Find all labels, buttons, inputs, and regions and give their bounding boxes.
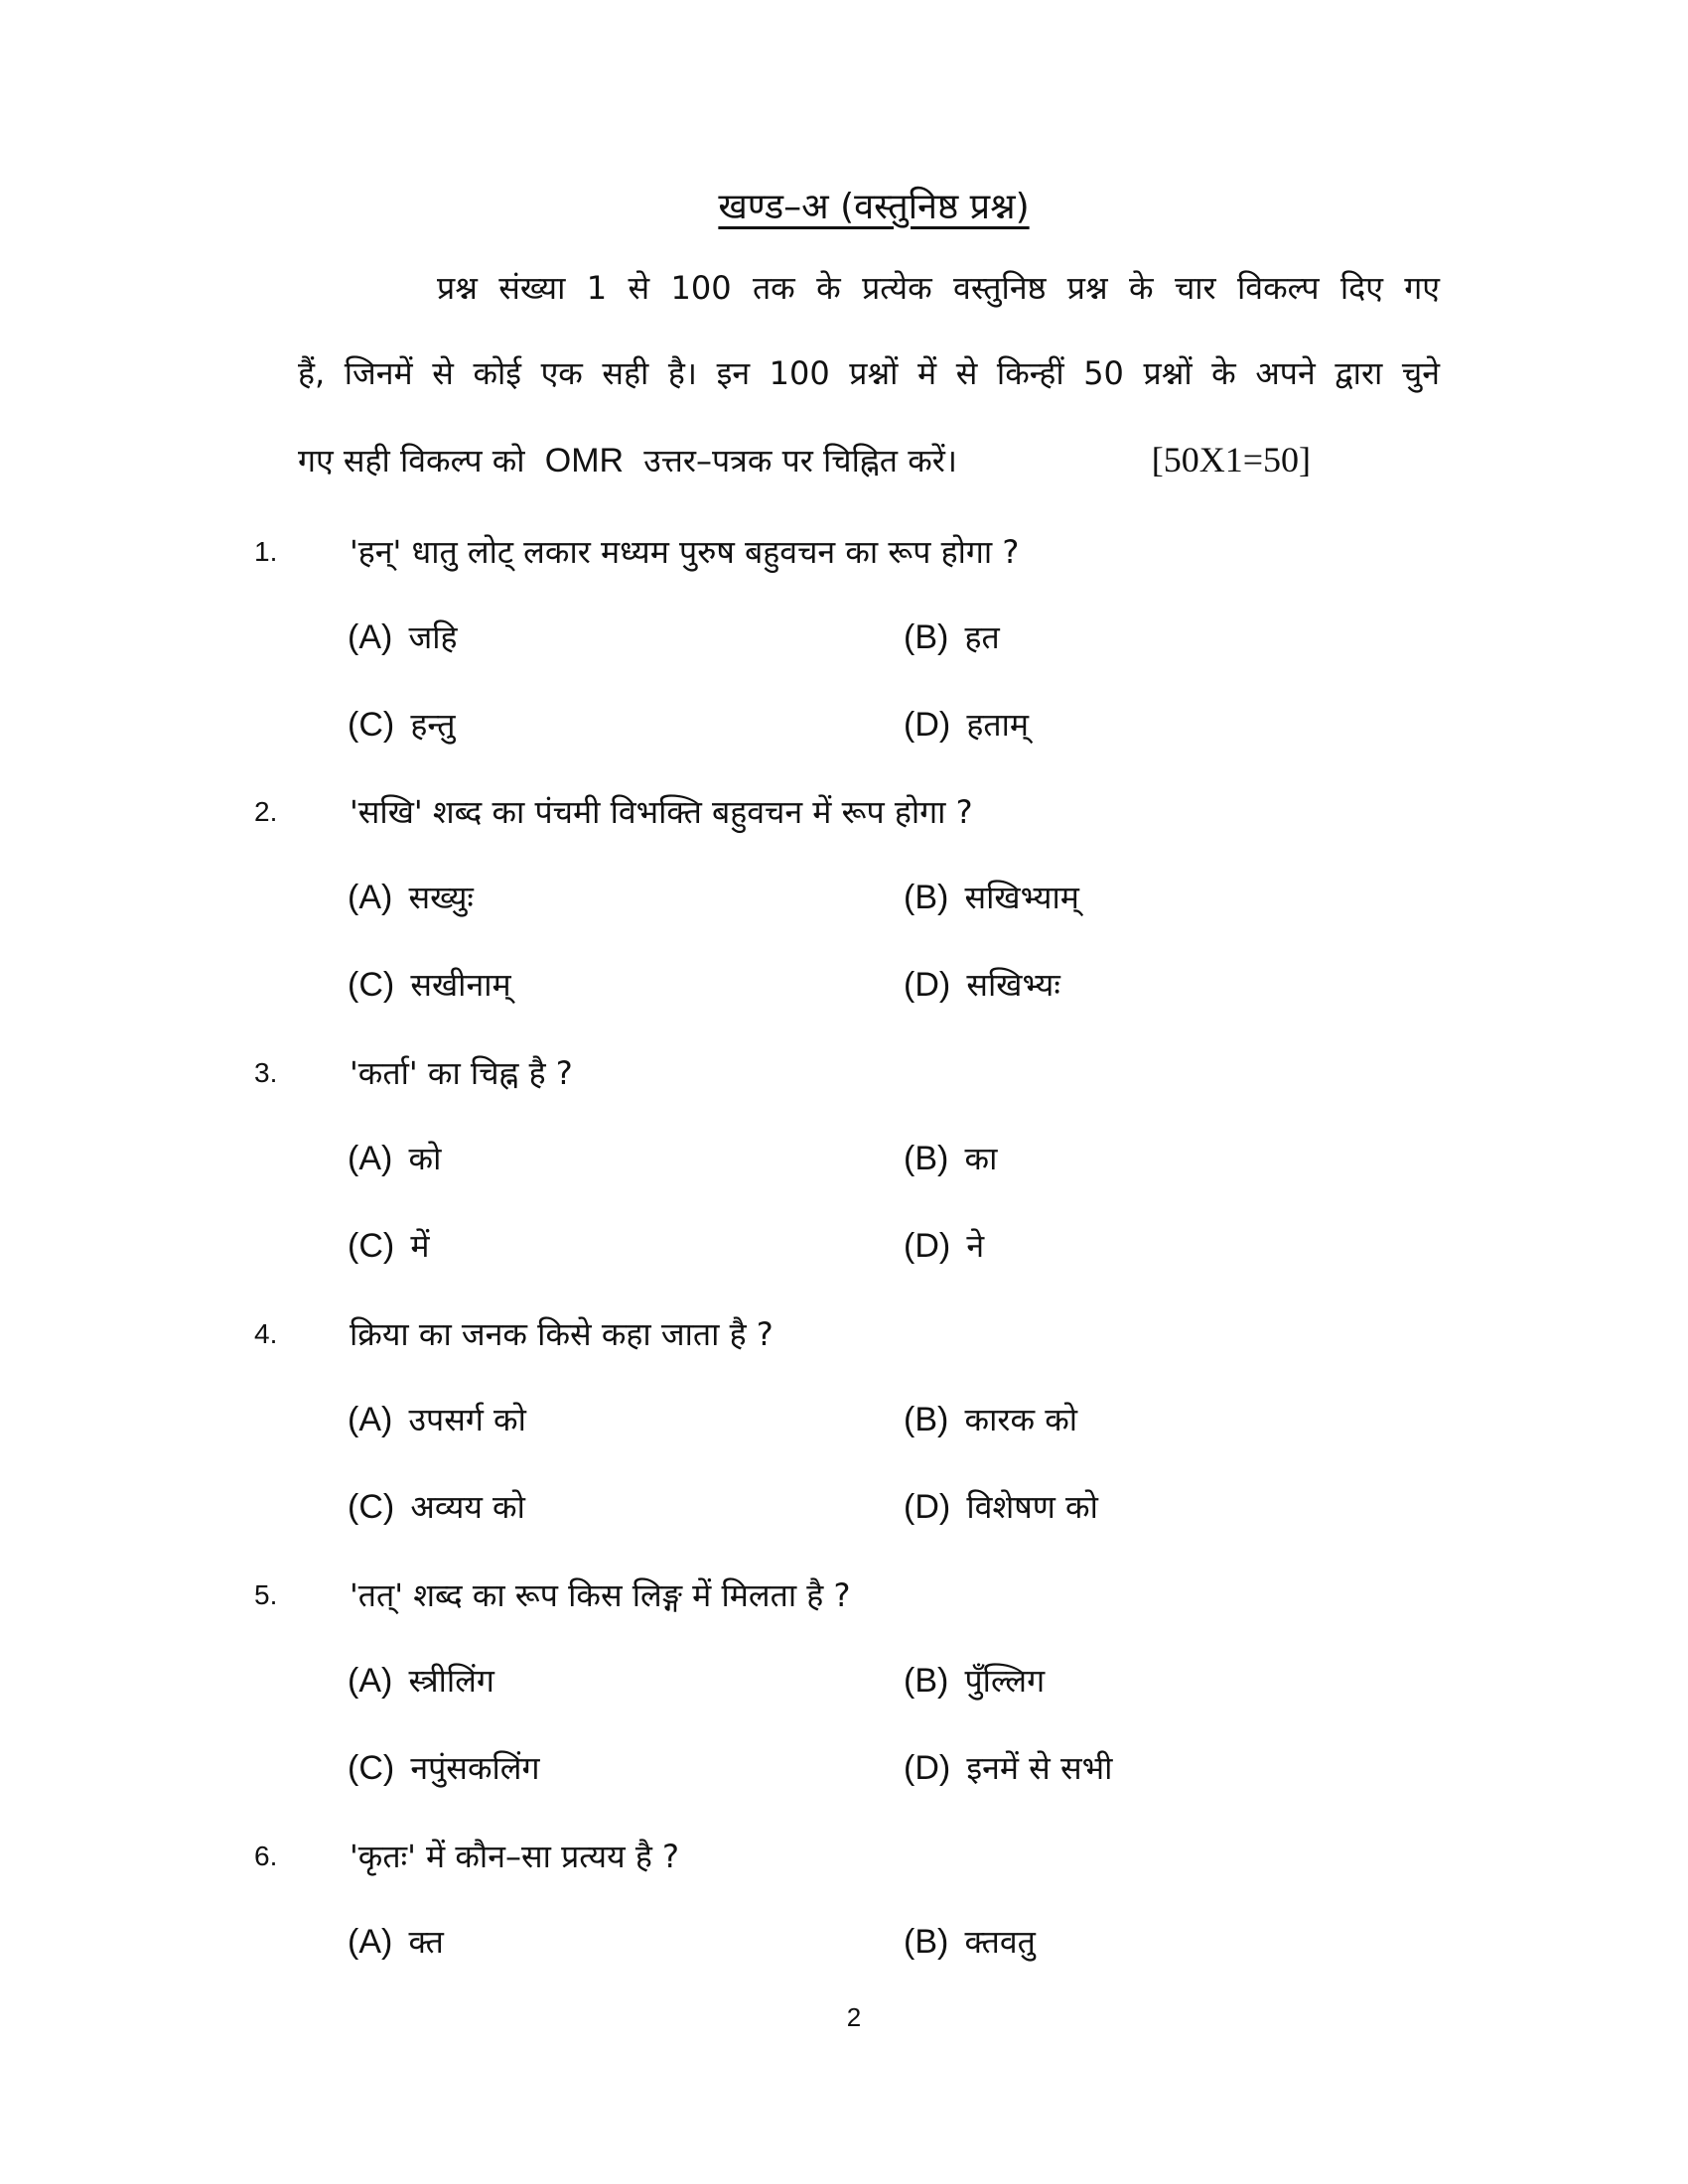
option-b[interactable]: [904, 876, 1079, 918]
option-a[interactable]: [348, 1920, 444, 1963]
question-text: 'हन्' धातु लोट् लकार मध्यम पुरुष बहुवचन का रूप होगा ?: [350, 533, 1020, 571]
option-label: (D): [904, 966, 951, 1004]
option-c[interactable]: [348, 1485, 525, 1528]
question-number: 2.: [254, 796, 278, 827]
option-label: (C): [348, 966, 395, 1004]
question-5: [0, 1573, 1688, 1787]
option-text: में: [410, 1227, 430, 1265]
option-label: (D): [904, 1227, 951, 1265]
option-a[interactable]: [348, 1659, 494, 1702]
question-2: [0, 790, 1688, 1004]
option-text: हताम्: [966, 706, 1030, 744]
option-label: (B): [904, 1140, 949, 1177]
omr-label: OMR: [544, 442, 625, 479]
option-b[interactable]: [904, 1659, 1045, 1702]
option-label: (A): [348, 618, 393, 656]
question-number: 3.: [254, 1057, 278, 1088]
option-label: (A): [348, 879, 393, 916]
option-c[interactable]: [348, 703, 455, 746]
option-b[interactable]: [904, 1137, 997, 1179]
option-d[interactable]: [904, 1485, 1098, 1528]
option-text: कारक को: [964, 1401, 1078, 1438]
option-text: इनमें से सभी: [966, 1749, 1113, 1787]
option-a[interactable]: [348, 876, 474, 918]
option-d[interactable]: [904, 1746, 1112, 1789]
option-label: (C): [348, 1749, 395, 1787]
section-title-text: खण्ड–अ (वस्तुनिष्ठ प्रश्न): [718, 187, 1030, 227]
option-label: (B): [904, 618, 949, 656]
option-label: (D): [904, 706, 951, 744]
option-label: (C): [348, 1227, 395, 1265]
option-text: विशेषण को: [966, 1488, 1098, 1526]
option-d[interactable]: [904, 1224, 984, 1267]
instruction-line-3-start: गए सही विकल्प को: [298, 442, 525, 479]
option-label: (A): [348, 1923, 393, 1961]
option-text: ने: [966, 1227, 985, 1265]
option-a[interactable]: [348, 1137, 441, 1179]
option-a[interactable]: [348, 615, 458, 658]
instruction-line-1: प्रश्न संख्या 1 से 100 तक के प्रत्येक वस्तुनिष्ठ प्रश्न के चार विकल्प दिए गए: [437, 269, 1440, 307]
option-b[interactable]: [904, 1920, 1036, 1963]
option-d[interactable]: [904, 703, 1029, 746]
option-label: (C): [348, 706, 395, 744]
option-text: सखीनाम्: [410, 966, 511, 1004]
option-label: (A): [348, 1401, 393, 1438]
option-label: (B): [904, 1401, 949, 1438]
question-text: 'कर्ता' का चिह्न है ?: [350, 1054, 573, 1092]
question-text: 'कृतः' में कौन–सा प्रत्यय है ?: [350, 1838, 679, 1875]
option-label: (D): [904, 1749, 951, 1787]
option-label: (A): [348, 1140, 393, 1177]
option-text: उपसर्ग को: [408, 1401, 526, 1438]
option-text: सखिभ्यः: [966, 966, 1060, 1004]
option-c[interactable]: [348, 963, 511, 1006]
question-4: [0, 1312, 1688, 1526]
option-c[interactable]: [348, 1224, 430, 1267]
option-d[interactable]: [904, 963, 1060, 1006]
section-title: [0, 181, 1688, 229]
option-a[interactable]: [348, 1398, 526, 1440]
marks-scheme: [50X1=50]: [1151, 440, 1311, 479]
option-b[interactable]: [904, 615, 1000, 658]
option-text: सख्युः: [408, 879, 474, 916]
option-text: स्त्रीलिंग: [408, 1662, 494, 1700]
option-label: (D): [904, 1488, 951, 1526]
instruction-line-3-end: उत्तर–पत्रक पर चिह्नित करें।: [643, 442, 958, 479]
question-1: [0, 530, 1688, 744]
question-3: [0, 1051, 1688, 1265]
option-label: (B): [904, 879, 949, 916]
question-6: [0, 1835, 1688, 2023]
option-label: (B): [904, 1662, 949, 1700]
option-text: जहि: [408, 618, 458, 656]
question-text: 'सखि' शब्द का पंचमी विभक्ति बहुवचन में रूप होगा ?: [350, 793, 973, 831]
option-label: (A): [348, 1662, 393, 1700]
question-text: 'तत्' शब्द का रूप किस लिङ्ग में मिलता है ?: [350, 1576, 851, 1614]
option-text: नपुंसकलिंग: [410, 1749, 540, 1787]
option-text: पुँल्लिग: [964, 1662, 1046, 1700]
option-text: हन्तु: [410, 706, 456, 744]
option-text: क्तवतु: [964, 1923, 1036, 1961]
question-number: 5.: [254, 1579, 278, 1610]
option-text: क्त: [408, 1923, 444, 1961]
option-b[interactable]: [904, 1398, 1077, 1440]
option-text: अव्यय को: [410, 1488, 525, 1526]
page-number: 2: [846, 2002, 862, 2032]
instruction-line-3: [298, 439, 1440, 481]
question-number: 6.: [254, 1841, 278, 1871]
instruction-line-2: हैं, जिनमें से कोई एक सही है। इन 100 प्रश्नों में से किन्हीं 50 प्रश्नों के अपने द्वारा चुने: [298, 354, 1440, 392]
question-number: 4.: [254, 1318, 278, 1349]
option-text: का: [964, 1140, 998, 1177]
question-number: 1.: [254, 536, 278, 567]
option-text: को: [408, 1140, 442, 1177]
option-text: सखिभ्याम्: [964, 879, 1079, 916]
option-text: हत: [964, 618, 1000, 656]
option-label: (B): [904, 1923, 949, 1961]
option-c[interactable]: [348, 1746, 540, 1789]
option-label: (C): [348, 1488, 395, 1526]
question-text: क्रिया का जनक किसे कहा जाता है ?: [350, 1315, 774, 1353]
